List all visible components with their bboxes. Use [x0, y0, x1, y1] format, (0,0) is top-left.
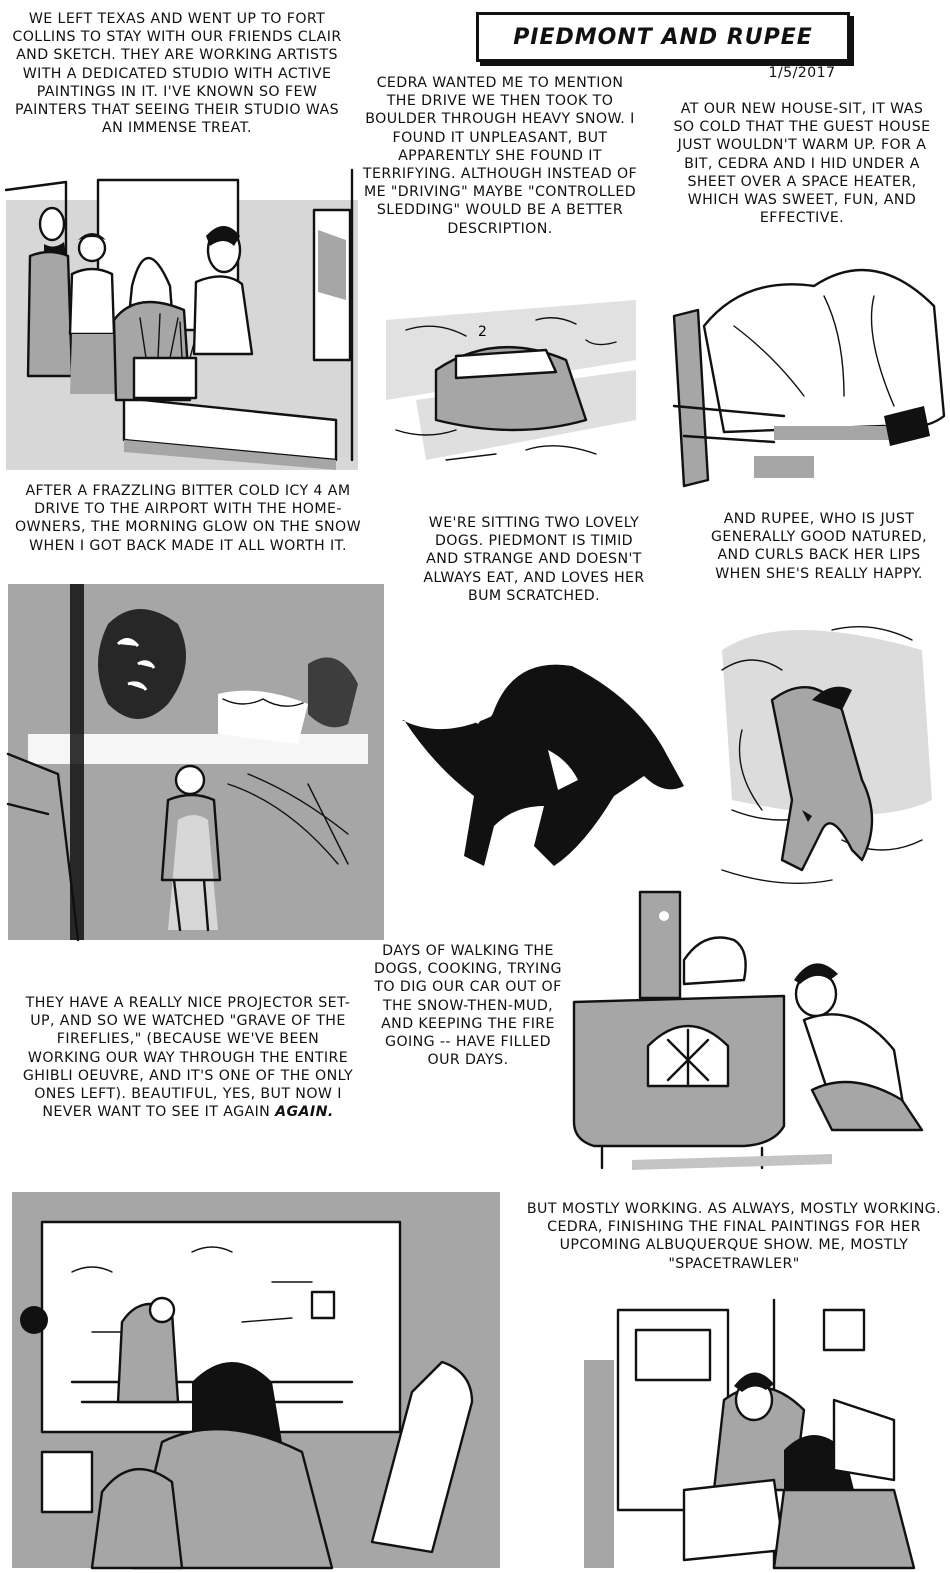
svg-text:2: 2 — [478, 324, 487, 340]
caption-working: BUT MOSTLY WORKING. AS ALWAYS, MOSTLY WORKING. CEDRA, FINISHING THE FINAL PAINTINGS FOR HER UPCOMING ALBUQUERQUE SHOW. ME, MOSTLY "SPACETRAWLER" — [526, 1201, 942, 1272]
piedmont-dog-illustration — [398, 630, 692, 880]
morning-glow-illustration — [8, 584, 384, 940]
studio-illustration — [6, 170, 358, 470]
caption-morning-glow: AFTER A FRAZZLING BITTER COLD ICY 4 AM DRIVE TO THE AIRPORT WITH THE HOME-OWNERS, THE MORNING GLOW ON THE SNOW WHEN I GOT BACK MADE IT ALL WORTH IT. — [14, 483, 362, 554]
sheet-tent-illustration — [674, 256, 944, 486]
wood-stove-illustration — [572, 890, 942, 1172]
working-desk-illustration — [584, 1300, 940, 1568]
caption-rupee: AND RUPEE, WHO IS JUST GENERALLY GOOD NATURED, AND CURLS BACK HER LIPS WHEN SHE'S REALLY HAPPY. — [710, 511, 928, 582]
car-in-snow-illustration — [386, 290, 636, 480]
caption-piedmont: WE'RE SITTING TWO LOVELY DOGS. PIEDMONT IS TIMID AND STRANGE AND DOESN'T ALWAYS EAT, AND LOVES HER BUM SCRATCHED. — [423, 515, 645, 604]
comic-title: PIEDMONT AND RUPEE — [513, 24, 813, 50]
projector-viewing-illustration — [12, 1192, 500, 1568]
caption-projector — [20, 994, 356, 1121]
comic-title-box — [476, 12, 850, 62]
caption-house-sit: AT OUR NEW HOUSE-SIT, IT WAS SO COLD THAT THE GUEST HOUSE JUST WOULDN'T WARM UP. FOR A BIT, CEDRA AND I HID UNDER A SHEET OVER A SPACE HEATER, WHICH WAS SWEET, FUN, AND EFFECTIVE. — [673, 101, 931, 227]
caption-house-sit-date: 1/5/2017 — [768, 65, 836, 81]
caption-snow-drive: CEDRA WANTED ME TO MENTION THE DRIVE WE THEN TOOK TO BOULDER THROUGH HEAVY SNOW. I FOUND IT UNPLEASANT, BUT APPARENTLY SHE FOUND IT TERRIFYING. ALTHOUGH INSTEAD OF ME "DRIVING" MAYBE "CONTROLLED SLEDDING" WOULD BE A BETTER DESCRIPTION. — [362, 75, 638, 237]
caption-projector-main: THEY HAVE A REALLY NICE PROJECTOR SET-UP, AND SO WE WATCHED "GRAVE OF THE FIREFLIES," (BECAUSE WE'VE BEEN WORKING OUR WAY THROUGH THE ENTIRE GHIBLI OEUVRE, AND IT'S ONE OF THE ONLY ONES LEFT). BEAUTIFUL, YES, BUT NOW I NEVER WANT TO SEE IT AGAIN — [22, 995, 354, 1121]
caption-projector-emphasis: AGAIN. — [275, 1104, 334, 1121]
caption-fort-collins: WE LEFT TEXAS AND WENT UP TO FORT COLLINS TO STAY WITH OUR FRIENDS CLAIR AND SKETCH. THEY ARE WORKING ARTISTS WITH A DEDICATED STUDIO WITH ACTIVE PAINTINGS IN IT. I'VE KNOWN SO FEW PAINTERS THAT SEEING THEIR STUDIO WAS AN IMMENSE TREAT. — [12, 11, 342, 137]
rupee-dog-illustration — [712, 610, 938, 910]
caption-days: DAYS OF WALKING THE DOGS, COOKING, TRYING TO DIG OUR CAR OUT OF THE SNOW-THEN-MUD, AND KEEPING THE FIRE GOING -- HAVE FILLED OUR DAYS. — [374, 943, 562, 1069]
